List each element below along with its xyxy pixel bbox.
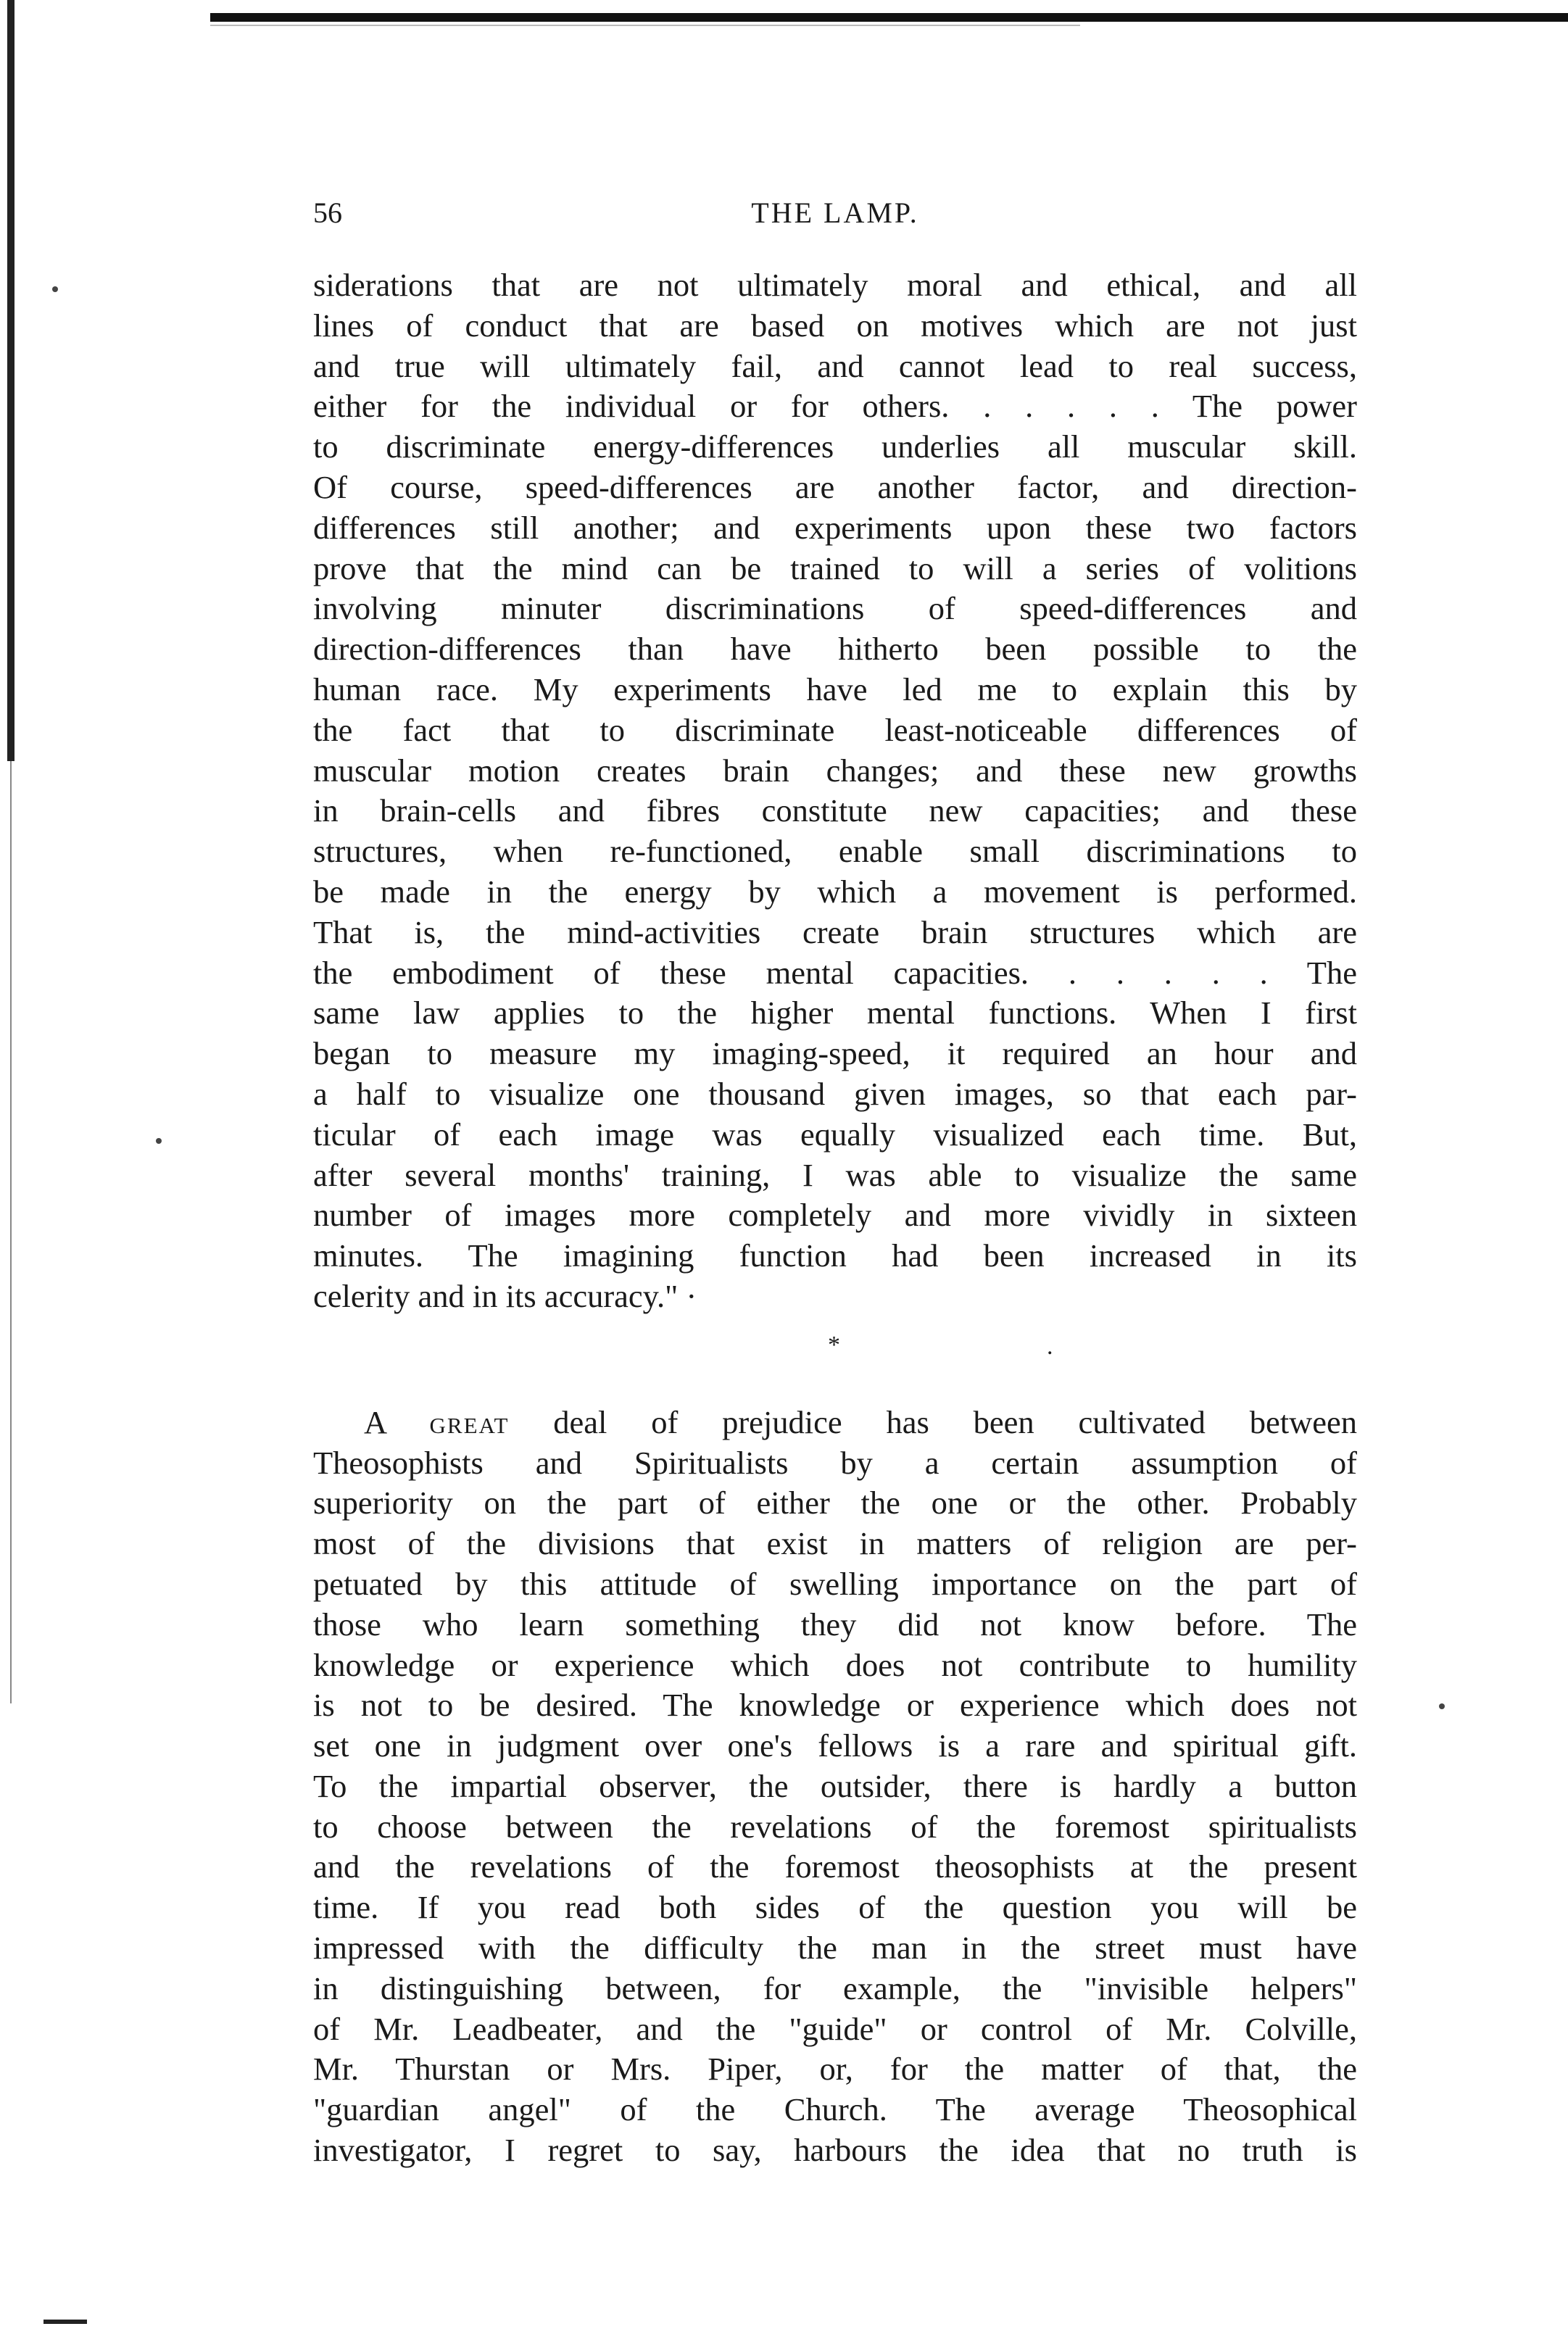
scan-edge-bottom-mark (43, 2320, 87, 2324)
text-line: Mr. Thurstan or Mrs. Piper, or, for the matter of that, the (313, 2051, 1357, 2088)
text-line: impressed with the difficulty the man in the street must have (313, 1930, 1357, 1967)
opening-word: A (364, 1403, 386, 1440)
text-line: to discriminate energy-differences underlies all muscular skill. (313, 428, 1357, 465)
text-line: superiority on the part of either the one or the other. Probably (313, 1485, 1357, 1521)
text-line: time. If you read both sides of the question you will be (313, 1889, 1357, 1926)
text-line: began to measure my imaging-speed, it required an hour and (313, 1035, 1357, 1072)
text-line: Of course, speed-differences are another factor, and direction- (313, 468, 1357, 505)
text-line: in distinguishing between, for example, the "invisible helpers" (313, 1969, 1357, 2006)
text-line: the fact that to discriminate least-noticeable differences of (313, 711, 1357, 748)
scan-edge-top-thin (210, 25, 1080, 26)
paragraph-2 (313, 1403, 1357, 2171)
scan-speck (52, 286, 58, 292)
text-line: Theosophists and Spiritualists by a certain assumption of (313, 1444, 1357, 1481)
running-title: THE LAMP. (751, 196, 919, 229)
text-line: number of images more completely and more vividly in sixteen (313, 1197, 1357, 1234)
text-line: investigator, I regret to say, harbours the idea that no truth is (313, 2132, 1357, 2169)
running-head (313, 196, 1357, 239)
text-line: That is, the mind-activities create brain structures which are (313, 913, 1357, 950)
page (313, 196, 1357, 2171)
text-line: after several months' training, I was able to visualize the same (313, 1156, 1357, 1193)
text-line: differences still another; and experiments upon these two factors (313, 509, 1357, 546)
text-line: involving minuter discriminations of speed-differences and (313, 590, 1357, 627)
text-line: either for the individual or for others. . . . . . The power (313, 388, 1357, 425)
text-line: structures, when re-functioned, enable small discriminations to (313, 833, 1357, 870)
text-line: a half to visualize one thousand given images, so that each par- (313, 1075, 1357, 1112)
text-line: "guardian angel" of the Church. The average Theosophical (313, 2091, 1357, 2128)
text-line: knowledge or experience which does not contribute to humility (313, 1646, 1357, 1683)
first-line-rest: deal of prejudice has been cultivated between (553, 1403, 1358, 1440)
asterisk-ornament: * (828, 1331, 840, 1358)
text-line: is not to be desired. The knowledge or experience which does not (313, 1687, 1357, 1724)
text-line: be made in the energy by which a movement is performed. (313, 873, 1357, 910)
text-line: prove that the mind can be trained to will a series of volitions (313, 549, 1357, 586)
text-line: direction-differences than have hitherto been possible to the (313, 631, 1357, 668)
paragraph-1 (313, 265, 1357, 1317)
scan-edge-left (7, 0, 14, 761)
text-line: To the impartial observer, the outsider, there is hardly a button (313, 1767, 1357, 1804)
text-line: petuated by this attitude of swelling importance on the part of (313, 1565, 1357, 1602)
scan-edge-left-thin (10, 761, 12, 1703)
text-line: siderations that are not ultimately moral and ethical, and all (313, 267, 1357, 303)
text-line: of Mr. Leadbeater, and the "guide" or control of Mr. Colville, (313, 2010, 1357, 2047)
text-line: those who learn something they did not know before. The (313, 1606, 1357, 1643)
text-line: and true will ultimately fail, and cannot lead to real success, (313, 347, 1357, 384)
text-line: same law applies to the higher mental functions. When I first (313, 995, 1357, 1031)
text-line: minutes. The imagining function had been increased in its (313, 1237, 1357, 1274)
text-line: human race. My experiments have led me to explain this by (313, 670, 1357, 707)
text-line: in brain-cells and fibres constitute new capacities; and these (313, 792, 1357, 829)
scan-speck (156, 1138, 162, 1144)
text-line: the embodiment of these mental capacities. . . . . . The (313, 954, 1357, 991)
text-line: muscular motion creates brain changes; and these new growths (313, 752, 1357, 789)
page-number: 56 (313, 196, 342, 229)
text-line: set one in judgment over one's fellows is a rare and spiritual gift. (313, 1727, 1357, 1764)
opening-smallcaps: great (429, 1403, 510, 1440)
text-line: to choose between the revelations of the foremost spiritualists (313, 1808, 1357, 1845)
scan-speck (1439, 1703, 1445, 1709)
section-separator (313, 1324, 1357, 1375)
text-line: ticular of each image was equally visualized each time. But, (313, 1116, 1357, 1153)
text-line (313, 1403, 1357, 1443)
text-line: most of the divisions that exist in matters of religion are per- (313, 1525, 1357, 1562)
scan-edge-top (210, 13, 1568, 22)
dot-ornament: . (1047, 1332, 1053, 1360)
text-line: and the revelations of the foremost theosophists at the present (313, 1848, 1357, 1885)
text-line: celerity and in its accuracy." · (313, 1277, 697, 1314)
text-line: lines of conduct that are based on motives which are not just (313, 307, 1357, 344)
